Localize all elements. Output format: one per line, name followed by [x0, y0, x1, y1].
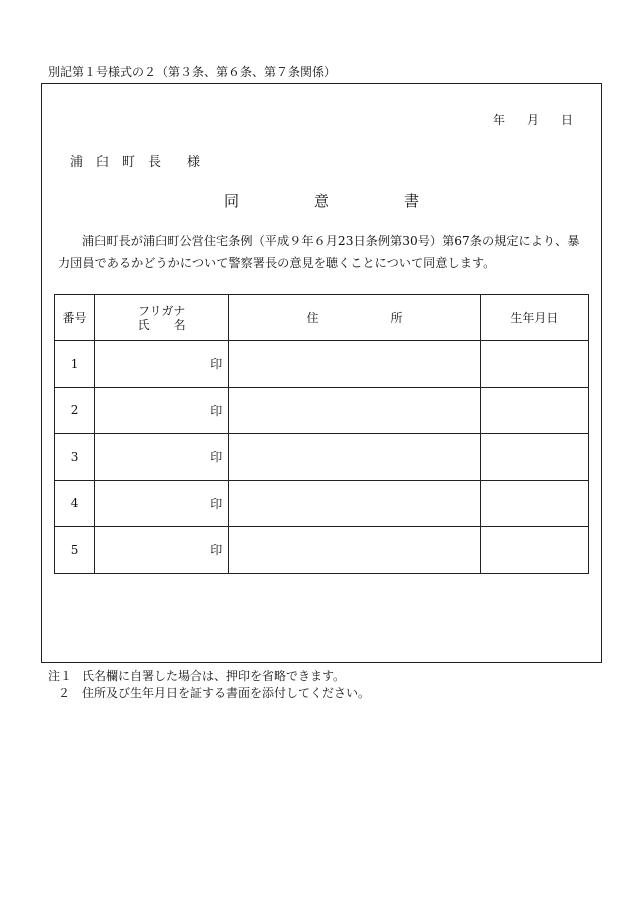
table-row	[55, 480, 589, 527]
header-name	[95, 295, 229, 341]
header-number: 番号	[55, 295, 95, 341]
seal-mark: 印	[210, 543, 223, 558]
date-line	[493, 111, 573, 128]
dob-field[interactable]	[480, 434, 588, 481]
row-number: 2	[55, 387, 95, 434]
signature-table	[54, 294, 589, 574]
table-row	[55, 434, 589, 481]
row-number: 5	[55, 527, 95, 574]
name-field[interactable]	[95, 387, 229, 434]
table-row	[55, 341, 589, 388]
table-header-row	[55, 295, 589, 341]
seal-mark: 印	[210, 496, 223, 511]
form-identifier: 別記第１号様式の２（第３条、第６条、第７条関係）	[48, 65, 337, 79]
dob-field[interactable]	[480, 341, 588, 388]
name-field[interactable]	[95, 341, 229, 388]
address-field[interactable]	[229, 341, 480, 388]
header-address: 住 所	[229, 295, 480, 341]
table-row	[55, 387, 589, 434]
date-day-label: 日	[560, 113, 573, 127]
row-number: 1	[55, 341, 95, 388]
row-number: 3	[55, 434, 95, 481]
date-year-label: 年	[492, 113, 505, 127]
seal-mark: 印	[210, 450, 223, 465]
document-title: 同 意 書	[223, 192, 419, 210]
name-field[interactable]	[95, 527, 229, 574]
form-frame	[41, 83, 602, 663]
footnote-number: 注１	[48, 669, 73, 683]
name-field[interactable]	[95, 480, 229, 527]
date-month-label: 月	[526, 113, 539, 127]
footnote-number: ２	[57, 686, 70, 700]
seal-mark: 印	[210, 403, 223, 418]
header-name-label: 氏 名	[137, 317, 186, 332]
footnote-2	[48, 685, 370, 702]
footnote-1	[48, 668, 370, 685]
footnotes	[48, 668, 370, 702]
address-field[interactable]	[229, 480, 480, 527]
addressee: 浦 臼 町 長 様	[70, 155, 201, 170]
footnote-text: 住所及び生年月日を証する書面を添付してください。	[82, 686, 371, 700]
dob-field[interactable]	[480, 527, 588, 574]
address-field[interactable]	[229, 434, 480, 481]
address-field[interactable]	[229, 527, 480, 574]
header-dob: 生年月日	[480, 295, 588, 341]
seal-mark: 印	[210, 357, 223, 372]
dob-field[interactable]	[480, 387, 588, 434]
dob-field[interactable]	[480, 480, 588, 527]
table-row	[55, 527, 589, 574]
footnote-text: 氏名欄に自署した場合は、押印を省略できます。	[82, 669, 346, 683]
row-number: 4	[55, 480, 95, 527]
address-field[interactable]	[229, 387, 480, 434]
header-furigana: フリガナ	[137, 303, 186, 318]
consent-statement: 浦臼町長が浦臼町公営住宅条例（平成９年６月23日条例第30号）第67条の規定により、暴力団員であるかどうかについて警察署長の意見を聴くことについて同意します。	[58, 234, 580, 270]
name-field[interactable]	[95, 434, 229, 481]
